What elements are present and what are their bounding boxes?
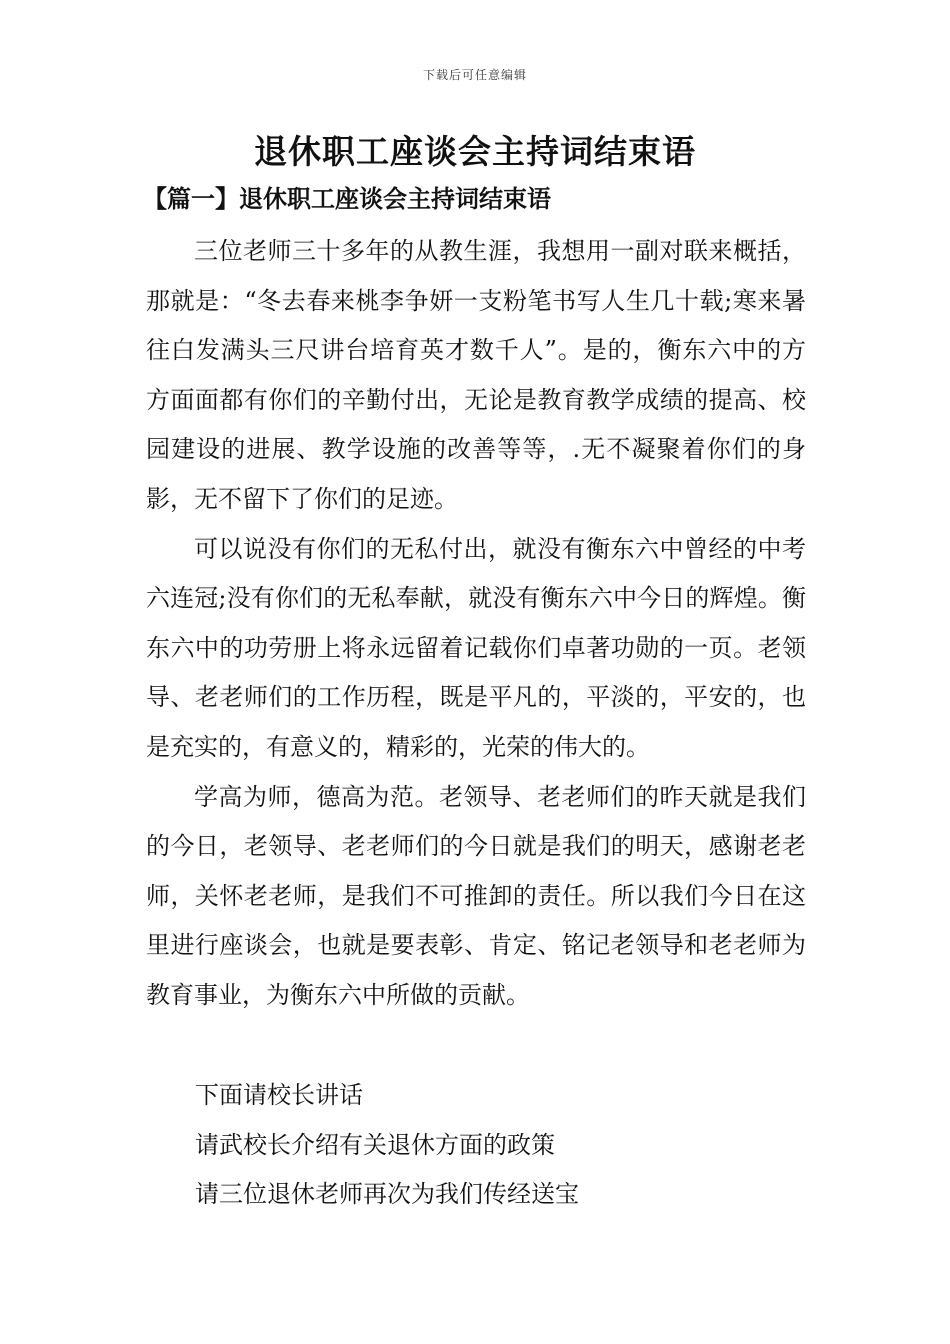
- closing-line-retirement-policy: 请武校长介绍有关退休方面的政策: [195, 1131, 555, 1159]
- body-text: [146, 227, 806, 1021]
- closing-line-teachers-sharing: 请三位退休老师再次为我们传经送宝: [195, 1180, 579, 1208]
- paragraph-1: 三位老师三十多年的从教生涯，我想用一副对联来概括，那就是：“冬去春来桃李争妍一支粉笔书写人生几十载;寒来暑往白发满头三尺讲台培育英才数千人”。是的，衡东六中的方方面面都有你们的辛勤付出，无论是教育教学成绩的提高、校园建设的进展、教学设施的改善等等，.无不凝聚着你们的身影，无不留下了你们的足迹。: [146, 237, 806, 513]
- section-heading: 【篇一】退休职工座谈会主持词结束语: [143, 184, 551, 213]
- download-note: 下载后可任意编辑: [422, 68, 527, 82]
- page-title: 退休职工座谈会主持词结束语: [254, 132, 696, 171]
- paragraph-2: 可以说没有你们的无私付出，就没有衡东六中曾经的中考六连冠;没有你们的无私奉献，就没有衡东六中今日的辉煌。衡东六中的功劳册上将永远留着记载你们卓著功勋的一页。老领导、老老师们的工作历程，既是平凡的，平淡的，平安的，也是充实的，有意义的，精彩的，光荣的伟大的。: [146, 534, 806, 761]
- closing-line-principal-speech: 下面请校长讲话: [195, 1081, 363, 1109]
- paragraph-3: 学高为师，德高为范。老领导、老老师们的昨天就是我们的今日，老领导、老老师们的今日就是我们的明天，感谢老老师，关怀老老师，是我们不可推卸的责任。所以我们今日在这里进行座谈会，也就是要表彰、肯定、铭记老领导和老老师为教育事业，为衡东六中所做的贡献。: [146, 782, 806, 1009]
